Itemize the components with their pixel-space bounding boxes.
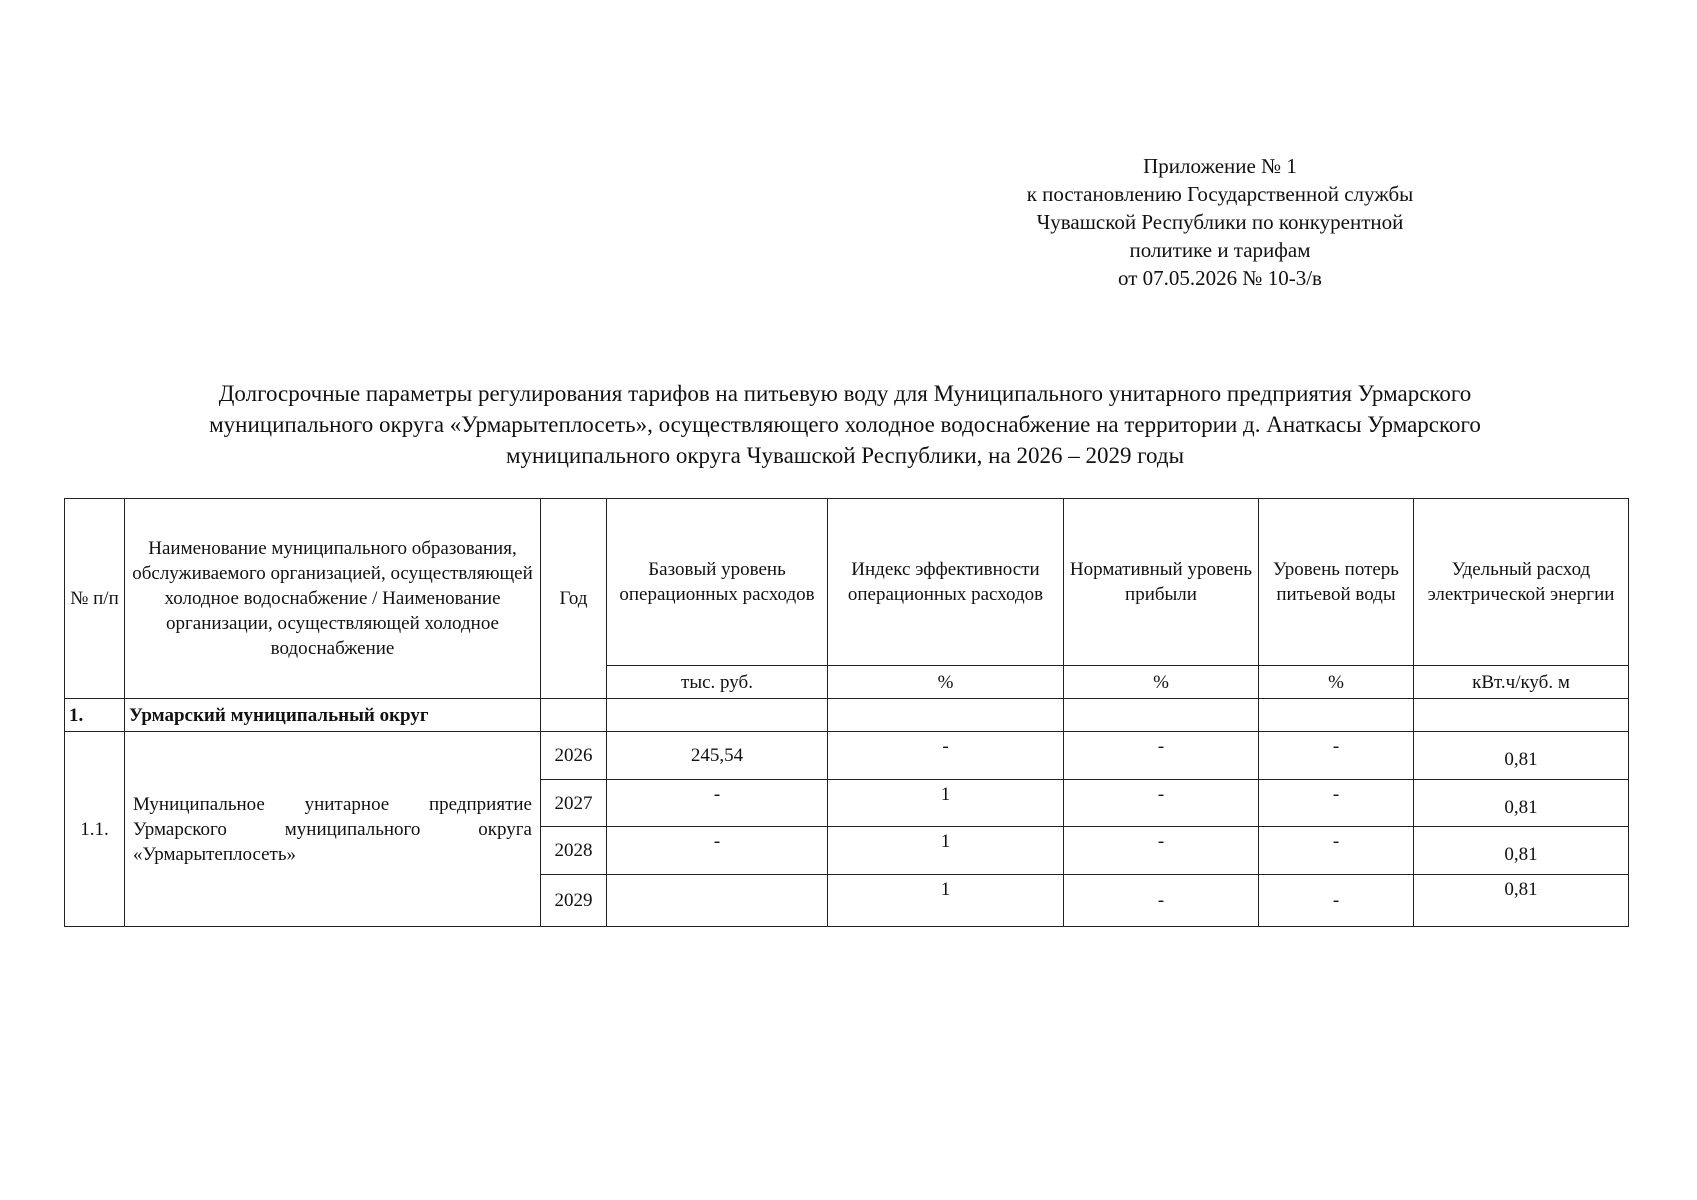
row-year: 2027 (541, 780, 607, 827)
section-cell (607, 699, 828, 732)
row-energy: 0,81 (1414, 732, 1629, 780)
row-index: 1 (828, 780, 1064, 827)
row-energy: 0,81 (1414, 827, 1629, 875)
org-num: 1.1. (65, 732, 125, 927)
row-profit: - (1064, 875, 1259, 927)
unit-losses: % (1259, 666, 1414, 699)
header-year: Год (541, 499, 607, 699)
document-title (60, 378, 1630, 471)
header-index: Индекс эффективности операционных расходов (828, 499, 1064, 666)
appendix-block (960, 152, 1480, 292)
section-num: 1. (65, 699, 125, 732)
header-num: № п/п (65, 499, 125, 699)
row-profit: - (1064, 827, 1259, 875)
section-cell (1064, 699, 1259, 732)
row-profit: - (1064, 780, 1259, 827)
row-base: - (607, 780, 828, 827)
row-index: 1 (828, 827, 1064, 875)
row-base: - (607, 827, 828, 875)
row-base: 245,54 (607, 732, 828, 780)
section-cell (541, 699, 607, 732)
title-line: Долгосрочные параметры регулирования тарифов на питьевую воду для Муниципального унитарного предприятия Урмарского (218, 381, 1472, 406)
unit-profit: % (1064, 666, 1259, 699)
row-index: - (828, 732, 1064, 780)
row-base (607, 875, 828, 927)
section-cell (828, 699, 1064, 732)
row-losses: - (1259, 875, 1414, 927)
parameters-table (64, 498, 1629, 927)
unit-energy: кВт.ч/куб. м (1414, 666, 1629, 699)
header-energy: Удельный расход электрической энергии (1414, 499, 1629, 666)
header-profit: Нормативный уровень прибыли (1064, 499, 1259, 666)
appendix-line: политике и тарифам (1129, 238, 1311, 262)
row-profit: - (1064, 732, 1259, 780)
row-index: 1 (828, 875, 1064, 927)
appendix-line: Чувашской Республики по конкурентной (1036, 210, 1404, 234)
row-losses: - (1259, 780, 1414, 827)
appendix-line: Приложение № 1 (1143, 154, 1297, 178)
header-losses: Уровень потерь питьевой воды (1259, 499, 1414, 666)
row-year: 2028 (541, 827, 607, 875)
row-losses: - (1259, 732, 1414, 780)
appendix-line: от 07.05.2026 № 10-3/в (1118, 266, 1322, 290)
appendix-line: к постановлению Государственной службы (1026, 182, 1414, 206)
title-line: муниципального округа Чувашской Республики, на 2026 – 2029 годы (505, 443, 1185, 468)
row-energy: 0,81 (1414, 780, 1629, 827)
section-cell (1414, 699, 1629, 732)
title-line: муниципального округа «Урмарытеплосеть», осуществляющего холодное водоснабжение на территории д. Анаткасы Урмарского (209, 412, 1481, 437)
row-losses: - (1259, 827, 1414, 875)
header-name: Наименование муниципального образования, обслуживаемого организацией, осуществляющей холодное водоснабжение / Наименование организации, осуществляющей холодное водоснабжение (125, 499, 541, 699)
org-name: Муниципальное унитарное предприятие Урмарского муниципального округа «Урмарытеплосеть» (125, 732, 541, 927)
row-year: 2026 (541, 732, 607, 780)
unit-index: % (828, 666, 1064, 699)
unit-base: тыс. руб. (607, 666, 828, 699)
row-year: 2029 (541, 875, 607, 927)
row-energy: 0,81 (1414, 875, 1629, 927)
header-base: Базовый уровень операционных расходов (607, 499, 828, 666)
section-cell (1259, 699, 1414, 732)
section-name: Урмарский муниципальный округ (125, 699, 541, 732)
